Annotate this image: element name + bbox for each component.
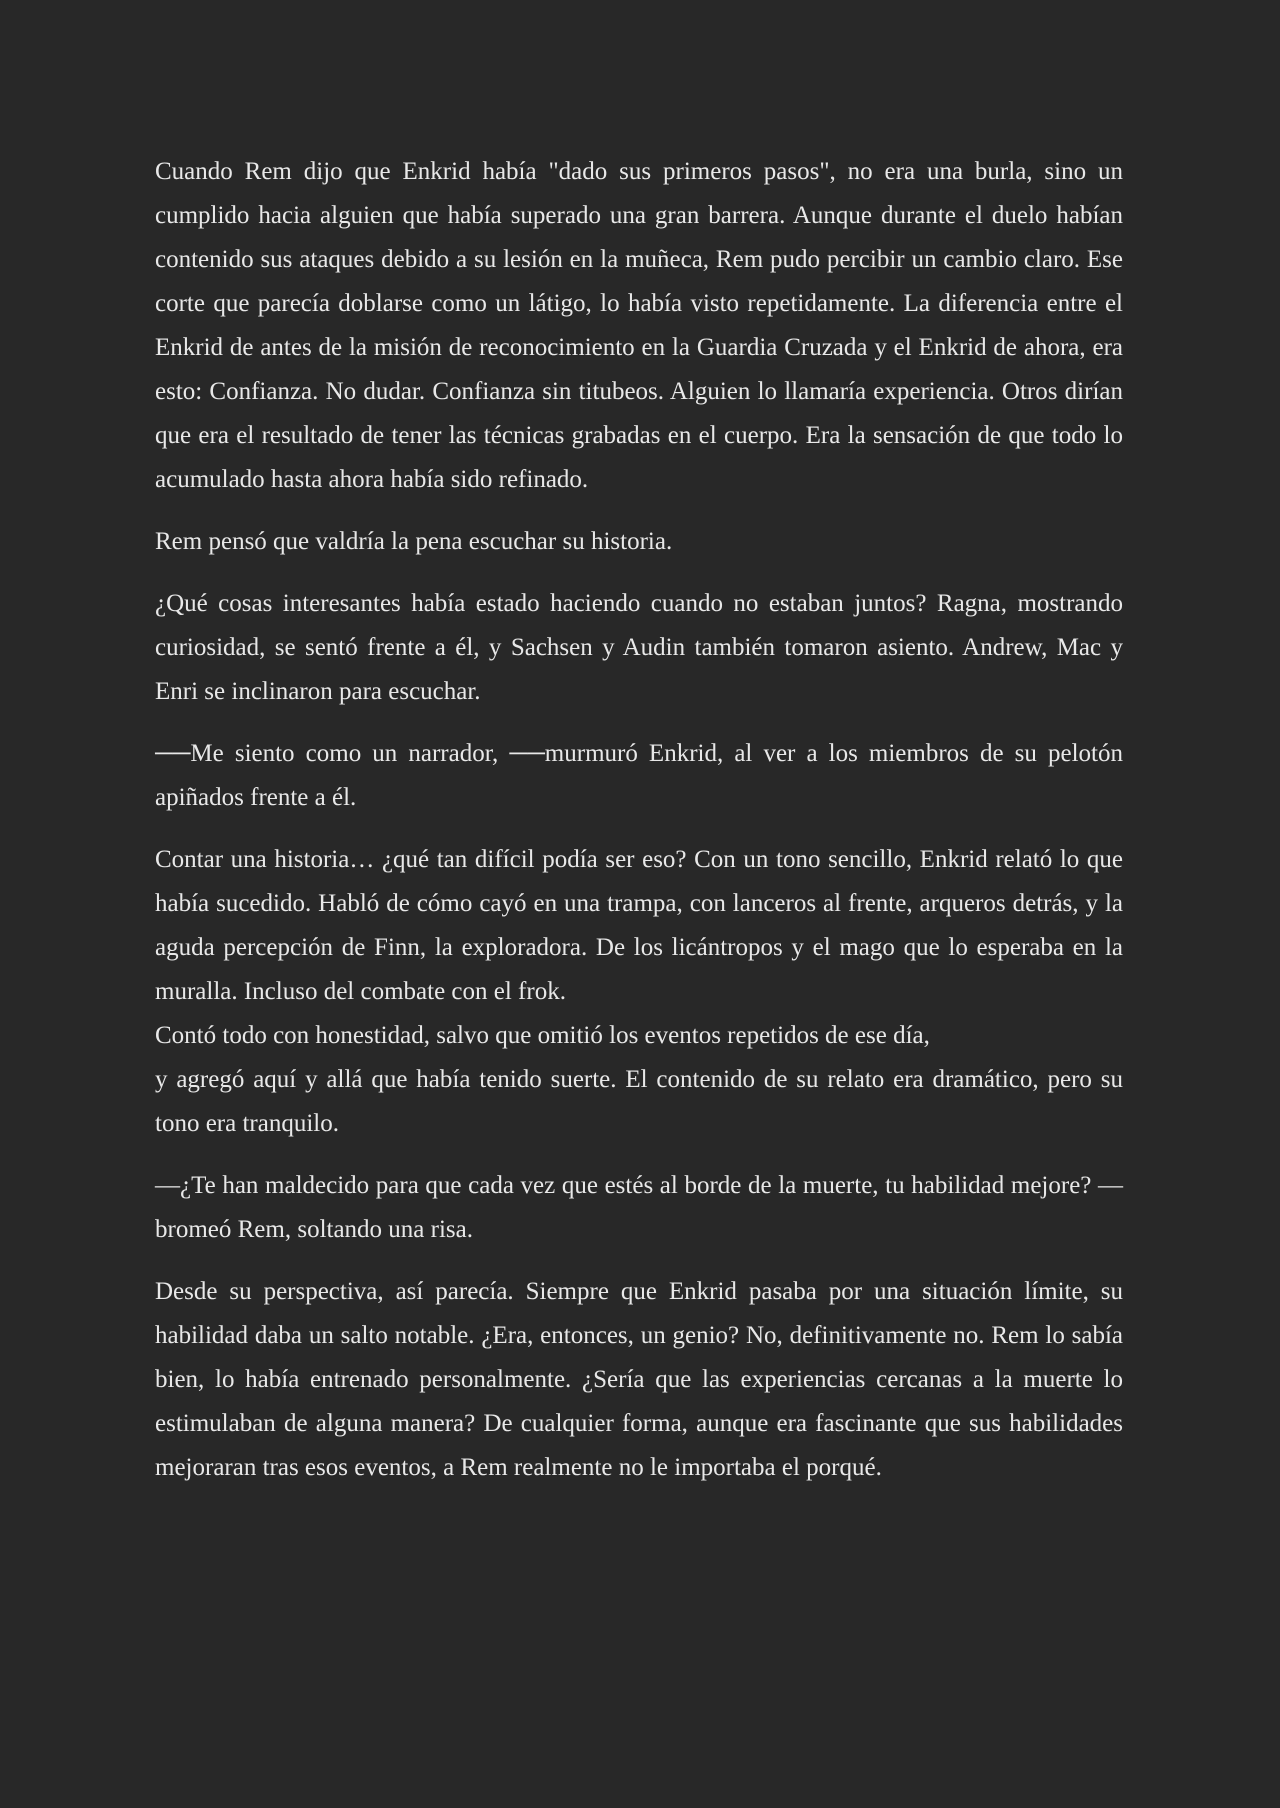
paragraph-4-dialogue: ──Me siento como un narrador, ──murmuró Enkrid, al ver a los miembros de su pelotón apiñados frente a él. — [155, 740, 1123, 811]
paragraph-1: Cuando Rem dijo que Enkrid había "dado sus primeros pasos", no era una burla, sino un cumplido hacia alguien que había superado una gran barrera. Aunque durante el duelo habían contenido sus ataques debido a su lesión en la muñeca, Rem pudo percibir un cambio claro. Ese corte que parecía doblarse como un látigo, lo había visto repetidamente. La diferencia entre el Enkrid de antes de la misión de reconocimiento en la Guardia Cruzada y el Enkrid de ahora, era esto: Confianza. No dudar. Confianza sin titubeos. Alguien lo llamaría experiencia. Otros dirían que era el resultado de tener las técnicas grabadas en el cuerpo. Era la sensación de que todo lo acumulado hasta ahora había sido refinado. — [155, 158, 1123, 493]
paragraph-6-dialogue: —¿Te han maldecido para que cada vez que estés al borde de la muerte, tu habilidad mejore? —bromeó Rem, soltando una risa. — [155, 1172, 1123, 1243]
paragraph-5-end: y agregó aquí y allá que había tenido suerte. El contenido de su relato era dramático, pero su tono era tranquilo. — [155, 1066, 1123, 1137]
paragraph-5-line-break: Contó todo con honestidad, salvo que omitió los eventos repetidos de ese día, — [155, 1022, 930, 1049]
paragraph-5-main: Contar una historia… ¿qué tan difícil podía ser eso? Con un tono sencillo, Enkrid relató lo que había sucedido. Habló de cómo cayó en una trampa, con lanceros al frente, arqueros detrás, y la aguda percepción de Finn, la exploradora. De los licántropos y el mago que lo esperaba en la muralla. Incluso del combate con el frok. — [155, 846, 1123, 1005]
paragraph-3: ¿Qué cosas interesantes había estado haciendo cuando no estaban juntos? Ragna, mostrando curiosidad, se sentó frente a él, y Sachsen y Audin también tomaron asiento. Andrew, Mac y Enri se inclinaron para escuchar. — [155, 590, 1123, 705]
paragraph-7: Desde su perspectiva, así parecía. Siempre que Enkrid pasaba por una situación límite, su habilidad daba un salto notable. ¿Era, entonces, un genio? No, definitivamente no. Rem lo sabía bien, lo había entrenado personalmente. ¿Sería que las experiencias cercanas a la muerte lo estimulaban de alguna manera? De cualquier forma, aunque era fascinante que sus habilidades mejoraran tras esos eventos, a Rem realmente no le importaba el porqué. — [155, 1278, 1123, 1481]
paragraph-5 — [155, 838, 1123, 1146]
paragraph-2: Rem pensó que valdría la pena escuchar su historia. — [155, 528, 673, 555]
